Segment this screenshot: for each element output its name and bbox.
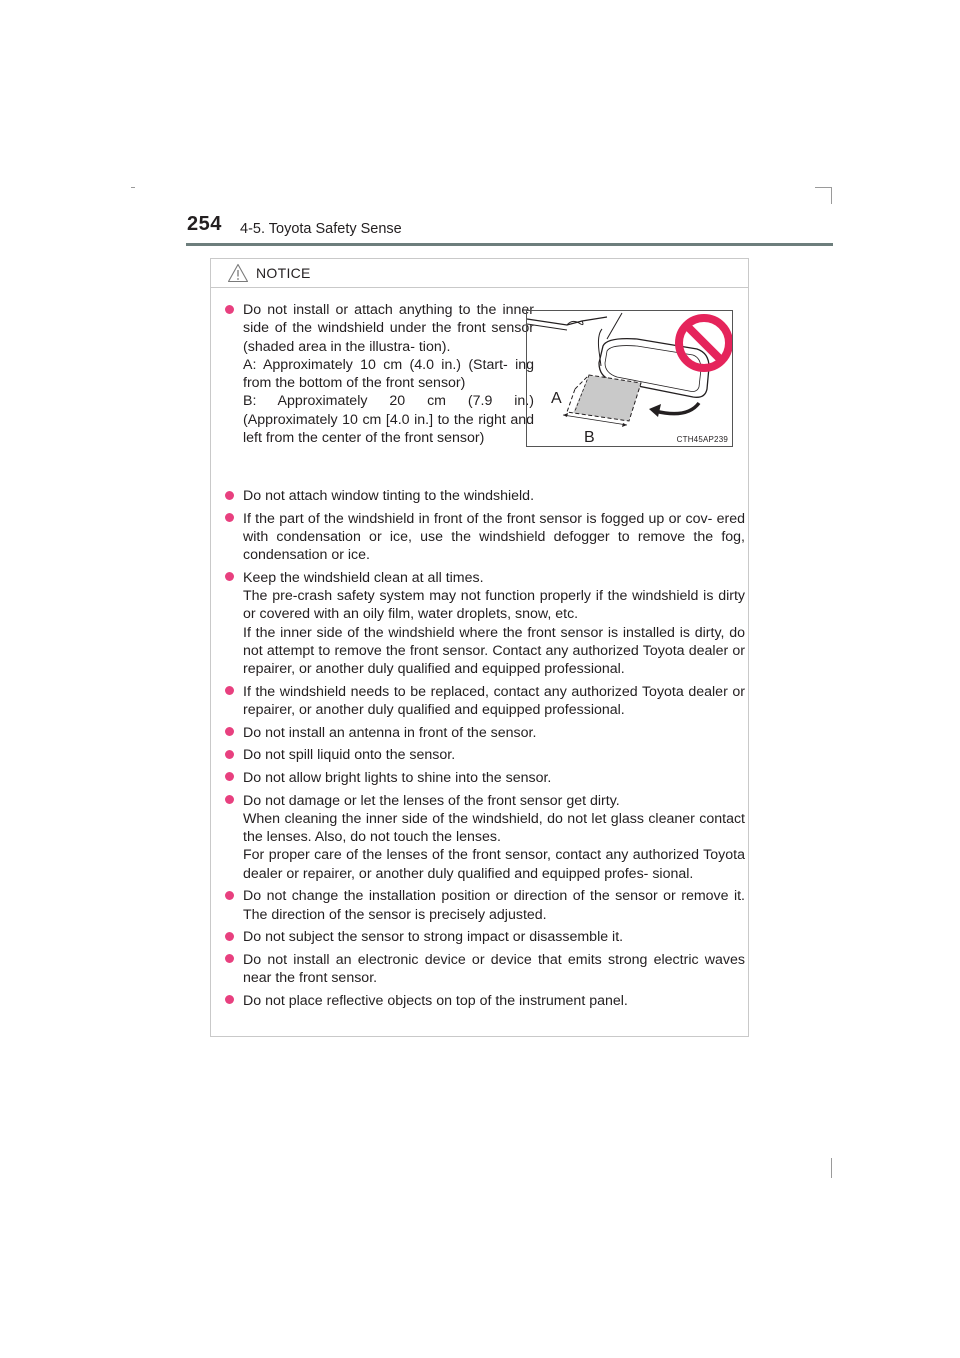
item-paragraph: Keep the windshield clean at all times.: [243, 569, 484, 586]
item-paragraph: When cleaning the inner side of the windshield, do not let glass cleaner contact the lenses. Also, do not touch the lenses.: [243, 810, 745, 846]
illustration-code: CTH45AP239: [676, 435, 728, 444]
item-paragraph: If the inner side of the windshield where the front sensor is installed is dirty, do not attempt to remove the front sensor. Contact any authorized Toyota dealer or repairer, or another duly qualified and equipped professional.: [243, 624, 745, 678]
crop-mark: [815, 187, 832, 188]
item-paragraph: Do not install or attach anything to the inner side of the windshield under the front sensor (shaded area in the illustra- tion).: [243, 302, 534, 355]
notice-box: [210, 258, 749, 1037]
item-paragraph: Do not spill liquid onto the sensor.: [243, 747, 456, 764]
list-item: [225, 746, 745, 764]
item-paragraph: The pre-crash safety system may not function properly if the windshield is dirty or covered with an oily film, water droplets, snow, etc.: [243, 588, 745, 623]
bullet-icon: [225, 750, 234, 759]
notice-item-windshield-area: [225, 301, 534, 447]
item-paragraph: If the windshield needs to be replaced, contact any authorized Toyota dealer or repairer, or another duly qualified and equipped professional.: [243, 683, 745, 719]
item-paragraph: Do not subject the sensor to strong impact or disassemble it.: [243, 929, 624, 946]
list-item: [225, 724, 745, 742]
item-paragraph: Do not install an electronic device or device that emits strong electric waves near the front sensor.: [243, 951, 745, 987]
crop-mark: [831, 1158, 832, 1178]
item-paragraph: Do not place reflective objects on top of the instrument panel.: [243, 992, 628, 1009]
notice-header: [211, 259, 748, 288]
list-item: [225, 510, 745, 565]
page-number: 254: [187, 213, 222, 235]
crop-mark: [831, 187, 832, 204]
bullet-icon: [225, 932, 234, 941]
bullet-icon: [225, 772, 234, 781]
item-paragraph: Do not damage or let the lenses of the front sensor get dirty.: [243, 792, 620, 809]
item-paragraph: A: Approximately 10 cm (4.0 in.) (Start- ing from the bottom of the front sensor): [243, 356, 534, 392]
bullet-icon: [225, 572, 234, 581]
bullet-icon: [225, 995, 234, 1004]
item-paragraph: Do not change the installation position or direction of the sensor or remove it. The direction of the sensor is precisely adjusted.: [243, 888, 745, 923]
dimension-label-b: B: [584, 429, 595, 446]
bullet-icon: [225, 305, 234, 314]
crop-mark: [131, 187, 135, 188]
item-paragraph: For proper care of the lenses of the front sensor, contact any authorized Toyota dealer or repairer, or another duly qualified and equipped profes- sional.: [243, 847, 745, 882]
bullet-icon: [225, 686, 234, 695]
section-title: 4-5. Toyota Safety Sense: [240, 221, 402, 237]
list-item: [225, 792, 745, 883]
list-item: [225, 951, 745, 988]
item-paragraph: Do not allow bright lights to shine into the sensor.: [243, 769, 552, 786]
list-item: [225, 928, 745, 946]
bullet-icon: [225, 795, 234, 804]
notice-title: NOTICE: [256, 265, 311, 281]
dimension-label-a: A: [551, 390, 562, 407]
list-item: [225, 887, 745, 924]
list-item: [225, 683, 745, 720]
item-paragraph: Do not install an antenna in front of the sensor.: [243, 724, 537, 741]
list-item: [225, 487, 745, 505]
bullet-icon: [225, 891, 234, 900]
bullet-icon: [225, 954, 234, 963]
list-item: [225, 569, 745, 679]
sensor-drawing: [527, 311, 733, 447]
windshield-sensor-illustration: [526, 310, 733, 447]
bullet-icon: [225, 513, 234, 522]
header-rule: [186, 243, 833, 246]
item-paragraph: If the part of the windshield in front of the front sensor is fogged up or cov- ered with condensation or ice, use the windshield defogger to remove the fog, condensation or ice.: [243, 510, 745, 564]
list-item: [225, 992, 745, 1010]
notice-item-list: [225, 487, 745, 1014]
item-paragraph: Do not attach window tinting to the windshield.: [243, 488, 535, 504]
warning-triangle-icon: [227, 263, 249, 283]
list-item: [225, 769, 745, 787]
bullet-icon: [225, 491, 234, 500]
item-paragraph: B: Approximately 20 cm (7.9 in.) (Approximately 10 cm [4.0 in.] to the right and left from the center of the front sensor): [243, 393, 534, 447]
bullet-icon: [225, 727, 234, 736]
